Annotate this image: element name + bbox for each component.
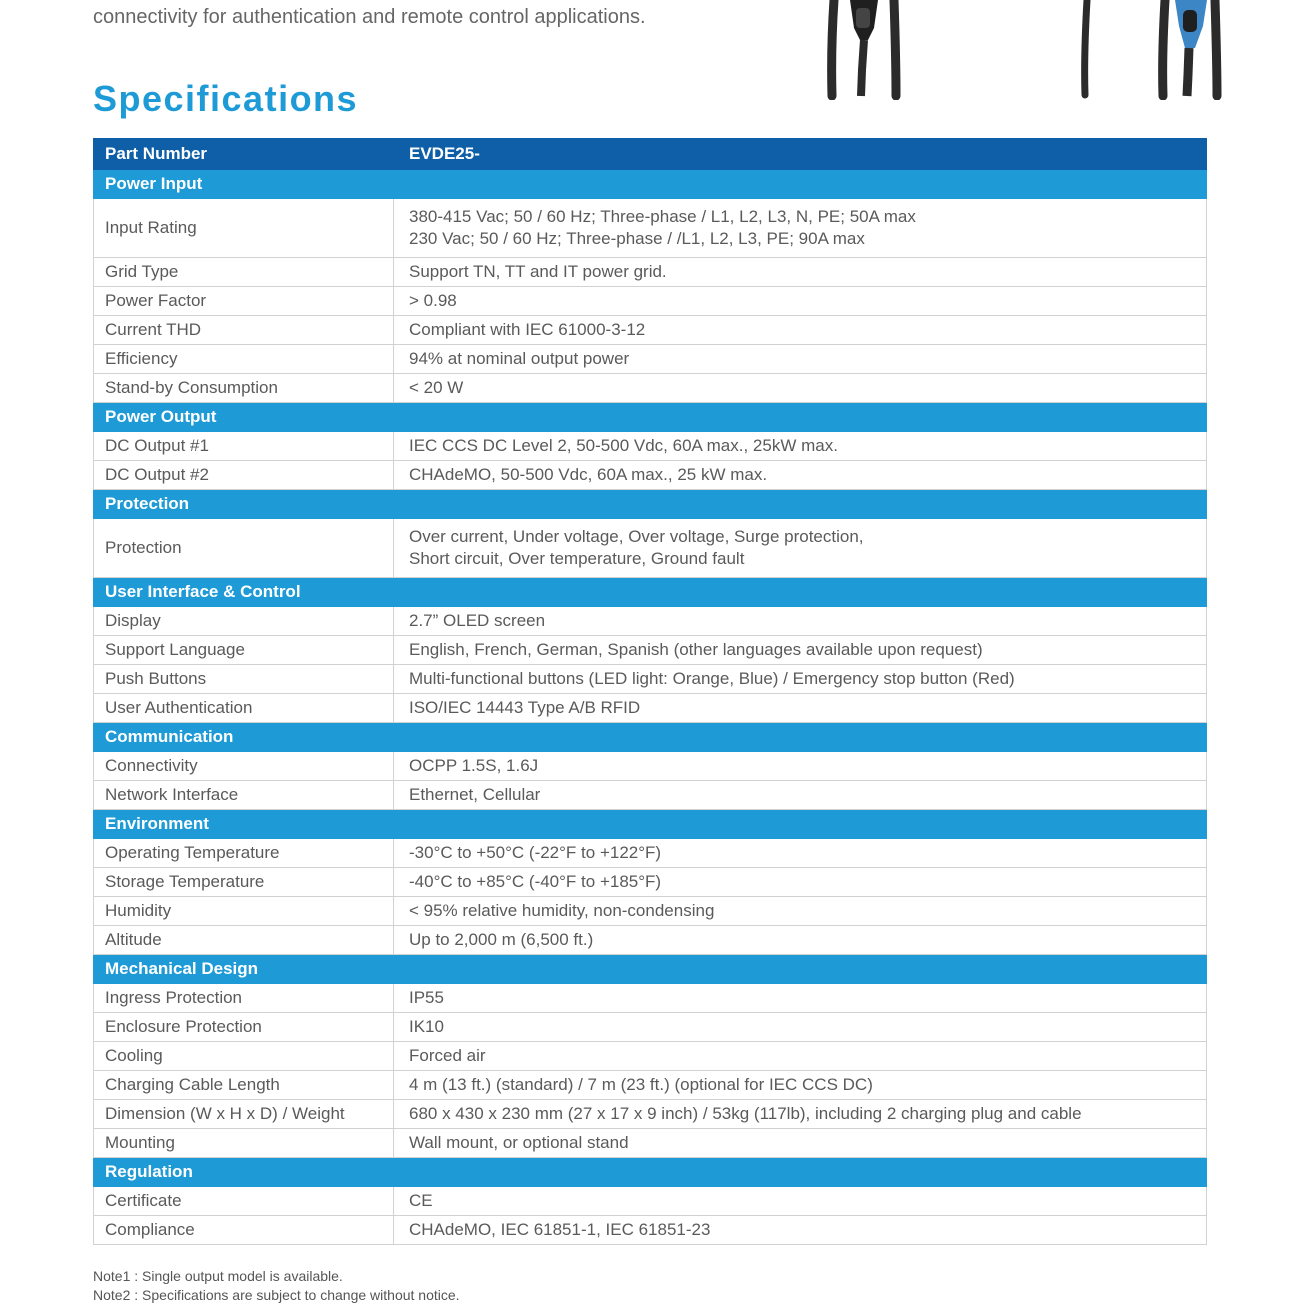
specifications-table-body (94, 139, 1207, 1245)
table-row (94, 694, 1207, 723)
spec-value-line: IEC CCS DC Level 2, 50-500 Vdc, 60A max., 25kW max. (409, 436, 838, 455)
spec-value (394, 345, 1207, 374)
spec-value-line: Over current, Under voltage, Over voltage, Surge protection, (409, 527, 864, 546)
spec-value-line: > 0.98 (409, 291, 457, 310)
spec-label: Ingress Protection (94, 984, 394, 1013)
table-row (94, 839, 1207, 868)
intro-text: connectivity for authentication and remote control applications. (93, 6, 646, 28)
spec-value-line: -30°C to +50°C (-22°F to +122°F) (409, 843, 662, 862)
section-title: Power Input (94, 170, 1207, 199)
section-header-row (94, 578, 1207, 607)
section-title: Regulation (94, 1158, 1207, 1187)
section-header-row (94, 1158, 1207, 1187)
spec-value-line: 680 x 430 x 230 mm (27 x 17 x 9 inch) / 53kg (117lb), including 2 charging plug and cable (409, 1104, 1082, 1123)
spec-label: Enclosure Protection (94, 1013, 394, 1042)
spec-value (394, 926, 1207, 955)
spec-value-line: 230 Vac; 50 / 60 Hz; Three-phase / /L1, L2, L3, PE; 90A max (409, 229, 865, 248)
spec-label: Certificate (94, 1187, 394, 1216)
spec-value-line: CE (409, 1191, 433, 1210)
spec-label: Efficiency (94, 345, 394, 374)
spec-value-line: Up to 2,000 m (6,500 ft.) (409, 930, 594, 949)
spec-label: Network Interface (94, 781, 394, 810)
note: Note1 : Single output model is available. (93, 1268, 343, 1284)
spec-label: User Authentication (94, 694, 394, 723)
table-row (94, 868, 1207, 897)
section-header-row (94, 490, 1207, 519)
spec-label: Stand-by Consumption (94, 374, 394, 403)
spec-value (394, 897, 1207, 926)
spec-value-line: IP55 (409, 988, 444, 1007)
spec-label: Protection (94, 519, 394, 578)
spec-value (394, 258, 1207, 287)
note: Note2 : Specifications are subject to change without notice. (93, 1287, 460, 1303)
spec-value (394, 781, 1207, 810)
spec-value (394, 636, 1207, 665)
spec-label: Grid Type (94, 258, 394, 287)
table-row (94, 1187, 1207, 1216)
spec-value (394, 868, 1207, 897)
section-header-row (94, 955, 1207, 984)
spec-label: Humidity (94, 897, 394, 926)
spec-value-line: 4 m (13 ft.) (standard) / 7 m (23 ft.) (optional for IEC CCS DC) (409, 1075, 873, 1094)
spec-label: Compliance (94, 1216, 394, 1245)
spec-value (394, 1216, 1207, 1245)
page-title: Specifications (93, 78, 359, 119)
spec-value-line: Multi-functional buttons (LED light: Orange, Blue) / Emergency stop button (Red) (409, 669, 1015, 688)
section-title: Environment (94, 810, 1207, 839)
spec-value (394, 432, 1207, 461)
spec-value-line: < 20 W (409, 378, 464, 397)
spec-value (394, 287, 1207, 316)
table-row (94, 665, 1207, 694)
spec-value-line: 94% at nominal output power (409, 349, 630, 368)
spec-value (394, 984, 1207, 1013)
spec-value-line: Wall mount, or optional stand (409, 1133, 629, 1152)
section-title: Mechanical Design (94, 955, 1207, 984)
spec-label: Input Rating (94, 199, 394, 258)
spec-value (394, 1100, 1207, 1129)
spec-value-line: Compliant with IEC 61000-3-12 (409, 320, 646, 339)
spec-label: Support Language (94, 636, 394, 665)
notes (93, 1267, 460, 1305)
section-title: Power Output (94, 403, 1207, 432)
spec-value-line: English, French, German, Spanish (other languages available upon request) (409, 640, 983, 659)
spec-value (394, 1042, 1207, 1071)
spec-label: Dimension (W x H x D) / Weight (94, 1100, 394, 1129)
section-title: Communication (94, 723, 1207, 752)
section-header-row (94, 810, 1207, 839)
spec-value (394, 199, 1207, 258)
spec-value-line: CHAdeMO, IEC 61851-1, IEC 61851-23 (409, 1220, 711, 1239)
table-row (94, 519, 1207, 578)
table-row (94, 897, 1207, 926)
spec-value-line: Forced air (409, 1046, 486, 1065)
spec-value-line: OCPP 1.5S, 1.6J (409, 756, 539, 775)
spec-value-line: 2.7” OLED screen (409, 611, 546, 630)
table-row (94, 1129, 1207, 1158)
spec-value (394, 665, 1207, 694)
section-title: Protection (94, 490, 1207, 519)
spec-value-line: -40°C to +85°C (-40°F to +185°F) (409, 872, 662, 891)
spec-label: DC Output #1 (94, 432, 394, 461)
spec-value (394, 316, 1207, 345)
table-row (94, 636, 1207, 665)
spec-value (394, 607, 1207, 636)
table-row (94, 258, 1207, 287)
spec-value-line: IK10 (409, 1017, 444, 1036)
spec-label: Connectivity (94, 752, 394, 781)
table-row (94, 287, 1207, 316)
spec-value (394, 374, 1207, 403)
table-row (94, 461, 1207, 490)
spec-value (394, 839, 1207, 868)
spec-label: Charging Cable Length (94, 1071, 394, 1100)
spec-value-line: Ethernet, Cellular (409, 785, 541, 804)
section-header-row (94, 723, 1207, 752)
spec-value (394, 461, 1207, 490)
table-row (94, 1071, 1207, 1100)
table-row (94, 781, 1207, 810)
table-row (94, 199, 1207, 258)
spec-value-line: Support TN, TT and IT power grid. (409, 262, 667, 281)
header-value: EVDE25- (394, 139, 1207, 170)
spec-value (394, 694, 1207, 723)
spec-value-line: < 95% relative humidity, non-condensing (409, 901, 715, 920)
table-row (94, 1042, 1207, 1071)
specifications-table (93, 138, 1207, 1245)
table-row (94, 752, 1207, 781)
table-row (94, 316, 1207, 345)
spec-label: Power Factor (94, 287, 394, 316)
spec-value-line: Short circuit, Over temperature, Ground fault (409, 549, 745, 568)
spec-value (394, 1013, 1207, 1042)
header-label: Part Number (94, 139, 394, 170)
spec-value (394, 1129, 1207, 1158)
table-row (94, 432, 1207, 461)
charger-cable-image-left (820, 0, 910, 100)
spec-label: Operating Temperature (94, 839, 394, 868)
table-row (94, 1216, 1207, 1245)
table-row (94, 607, 1207, 636)
spec-value (394, 1187, 1207, 1216)
spec-label: Mounting (94, 1129, 394, 1158)
table-row (94, 926, 1207, 955)
spec-label: DC Output #2 (94, 461, 394, 490)
table-row (94, 1100, 1207, 1129)
spec-value (394, 752, 1207, 781)
spec-value (394, 519, 1207, 578)
table-row (94, 1013, 1207, 1042)
spec-label: Cooling (94, 1042, 394, 1071)
table-row (94, 345, 1207, 374)
spec-label: Push Buttons (94, 665, 394, 694)
table-row (94, 984, 1207, 1013)
spec-value-line: ISO/IEC 14443 Type A/B RFID (409, 698, 641, 717)
spec-label: Display (94, 607, 394, 636)
table-row (94, 374, 1207, 403)
spec-value (394, 1071, 1207, 1100)
spec-label: Current THD (94, 316, 394, 345)
charger-cable-image-right (1075, 0, 1230, 100)
section-title: User Interface & Control (94, 578, 1207, 607)
spec-value-line: 380-415 Vac; 50 / 60 Hz; Three-phase / L1, L2, L3, N, PE; 50A max (409, 207, 916, 226)
spec-label: Storage Temperature (94, 868, 394, 897)
table-header-row (94, 139, 1207, 170)
section-header-row (94, 170, 1207, 199)
section-header-row (94, 403, 1207, 432)
spec-label: Altitude (94, 926, 394, 955)
spec-value-line: CHAdeMO, 50-500 Vdc, 60A max., 25 kW max. (409, 465, 768, 484)
